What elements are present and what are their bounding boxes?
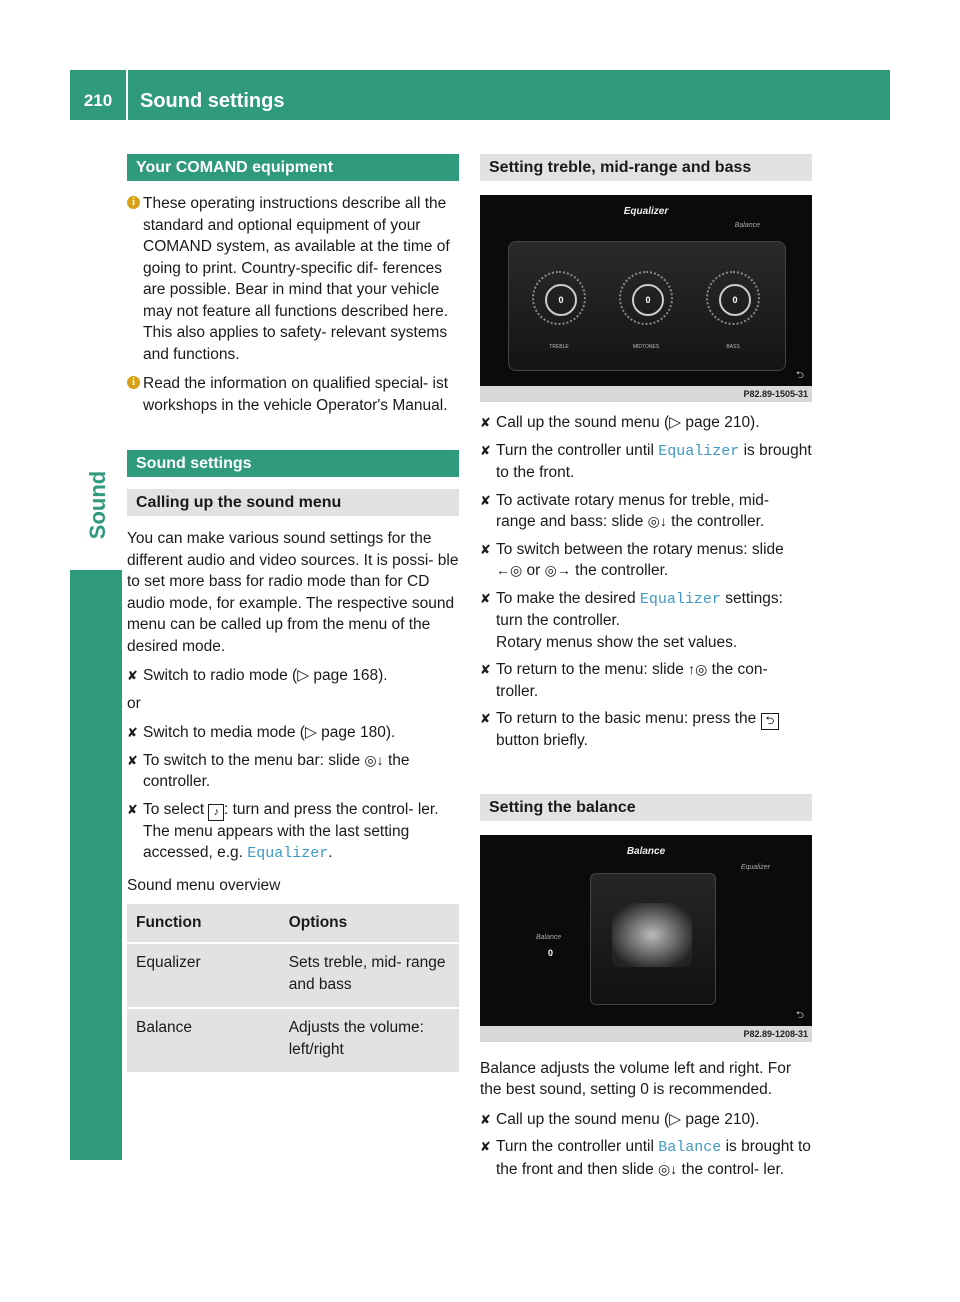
step-arrow-icon: ✘ — [480, 541, 491, 557]
table-cell-function: Equalizer — [127, 943, 280, 1008]
controller-slide-down-icon: ◎↓ — [364, 751, 384, 768]
step-arrow-icon: ✘ — [480, 1139, 491, 1154]
car-seats-graphic — [612, 903, 692, 967]
back-button-icon: ⮌ — [761, 713, 780, 730]
figure-caption: P82.89-1208-31 — [480, 1026, 812, 1042]
midtones-dial: 0 — [619, 271, 673, 325]
or-text: or — [127, 694, 141, 712]
display-text-equalizer: Equalizer — [247, 845, 329, 862]
display-text-equalizer: Equalizer — [639, 590, 721, 608]
info-icon: i — [127, 196, 140, 209]
step-arrow-icon: ✘ — [127, 668, 138, 683]
step-arrow-icon: ✘ — [480, 442, 491, 458]
instruction-step: ✘ Call up the sound menu (▷ page 210). — [480, 412, 812, 434]
side-tab — [70, 570, 122, 1160]
step-arrow-icon: ✘ — [480, 492, 491, 508]
instruction-step: ✘ To activate rotary menus for treble, mid- range and bass: slide ◎↓ the controller. — [480, 491, 770, 530]
step-arrow-icon: ✘ — [480, 711, 491, 726]
info-note: i These operating instructions describe all the standard and optional equipment of your COMAND system, as available at the time of going to print. Country-specific dif- ferences are possible. Bear in mind that your vehicle may not feature all functions described here. This also applies to safety- relevant systems and functions. — [127, 193, 459, 365]
table-row — [127, 1008, 459, 1073]
balance-value: 0 — [548, 947, 554, 958]
table-header-options: Options — [280, 904, 459, 943]
instruction-step: ✘ Call up the sound menu (▷ page 210). — [480, 1109, 812, 1131]
table-cell-options: Sets treble, mid- range and bass — [280, 943, 459, 1008]
controller-slide-right-icon: ◎→ — [544, 562, 571, 578]
instruction-step: ✘ To make the desired Equalizer settings: turn the controller. Rotary menus show the set values. — [480, 589, 783, 651]
page-title: Sound settings — [140, 90, 285, 112]
sound-menu-table — [127, 904, 459, 1074]
screenshot-title: Equalizer — [623, 206, 669, 217]
treble-label: TREBLE — [549, 344, 569, 350]
side-tab-label: Sound — [85, 470, 110, 540]
subsection-heading-setting-balance: Setting the balance — [480, 794, 812, 821]
table-cell-function: Balance — [127, 1008, 280, 1073]
midtones-label: MIDTONES — [632, 344, 660, 350]
controller-slide-up-icon: ↑◎ — [688, 661, 708, 677]
step-arrow-icon: ✘ — [480, 590, 491, 606]
controller-slide-down-icon: ◎↓ — [658, 1160, 678, 1177]
instruction-step: ✘ Turn the controller until Equalizer is brought to the front. — [480, 441, 812, 481]
table-cell-options: Adjusts the volume: left/right — [280, 1008, 459, 1073]
step-arrow-icon: ✘ — [127, 725, 138, 740]
instruction-step: ✘ Turn the controller until Balance is brought to the front and then slide ◎↓ the control- ler. — [480, 1138, 811, 1178]
info-note: i Read the information on qualified special- ist workshops in the vehicle Operator's Manual. — [127, 373, 459, 416]
back-icon: ⮌ — [795, 370, 804, 381]
instruction-step: ✘ Switch to radio mode (▷ page 168). — [127, 665, 459, 687]
figure-caption: P82.89-1505-31 — [480, 386, 812, 402]
bass-dial: 0 — [706, 271, 760, 325]
page-number: 210 — [70, 70, 128, 120]
display-text-equalizer: Equalizer — [658, 442, 740, 460]
table-header-function: Function — [127, 904, 280, 943]
controller-slide-left-icon: ←◎ — [496, 562, 523, 578]
equalizer-screenshot — [480, 195, 812, 402]
music-note-icon: ♪ — [208, 804, 224, 821]
step-arrow-icon: ✘ — [127, 752, 138, 768]
controller-slide-down-icon: ◎↓ — [647, 513, 667, 529]
instruction-step: ✘ To select ♪ : turn and press the control- ler. The menu appears with the last setting accessed, e.g. Equalizer. — [127, 800, 439, 862]
screenshot-tab-label: Balance — [734, 222, 760, 229]
instruction-step: ✘ To return to the basic menu: press the ⮌ button briefly. — [480, 708, 812, 752]
screenshot-title: Balance — [626, 845, 666, 857]
treble-dial: 0 — [532, 271, 586, 325]
section-heading-sound-settings: Sound settings — [127, 450, 459, 477]
subsection-heading-calling-sound-menu: Calling up the sound menu — [127, 489, 459, 516]
instruction-step: ✘ To return to the menu: slide ↑◎ the con- troller. — [480, 661, 768, 700]
instruction-step: ✘ To switch between the rotary menus: slide ←◎ or ◎→ the controller. — [480, 540, 784, 579]
subsection-heading-treble-mid-bass: Setting treble, mid-range and bass — [480, 154, 812, 181]
step-arrow-icon: ✘ — [480, 662, 491, 677]
overview-caption: Sound menu overview — [127, 876, 281, 894]
balance-intro: Balance adjusts the volume left and right. For the best sound, setting 0 is recommended. — [480, 1059, 792, 1098]
table-header-row — [127, 904, 459, 943]
intro-paragraph: You can make various sound settings for the different audio and video sources. It is possi- ble to set more bass for radio mode than for CD audio mode, for example. The respective sound menu can be called up from the menu of the desired mode. — [127, 530, 459, 655]
back-icon: ⮌ — [795, 1009, 804, 1021]
instruction-step: ✘ To switch to the menu bar: slide ◎↓ the controller. — [127, 751, 410, 790]
step-arrow-icon: ✘ — [127, 801, 138, 817]
info-icon: i — [127, 376, 140, 389]
step-arrow-icon: ✘ — [480, 415, 491, 430]
balance-screenshot — [480, 835, 812, 1042]
balance-side-label: Balance — [536, 933, 562, 941]
left-column — [127, 154, 459, 1074]
section-heading-comand-equipment: Your COMAND equipment — [127, 154, 459, 181]
right-column — [480, 154, 812, 1186]
table-row — [127, 943, 459, 1008]
step-arrow-icon: ✘ — [480, 1111, 491, 1127]
bass-label: BASS — [726, 344, 740, 350]
screenshot-tab-label: Equalizer — [740, 863, 770, 871]
instruction-step: ✘ Switch to media mode (▷ page 180). — [127, 722, 459, 744]
display-text-balance: Balance — [658, 1139, 722, 1156]
